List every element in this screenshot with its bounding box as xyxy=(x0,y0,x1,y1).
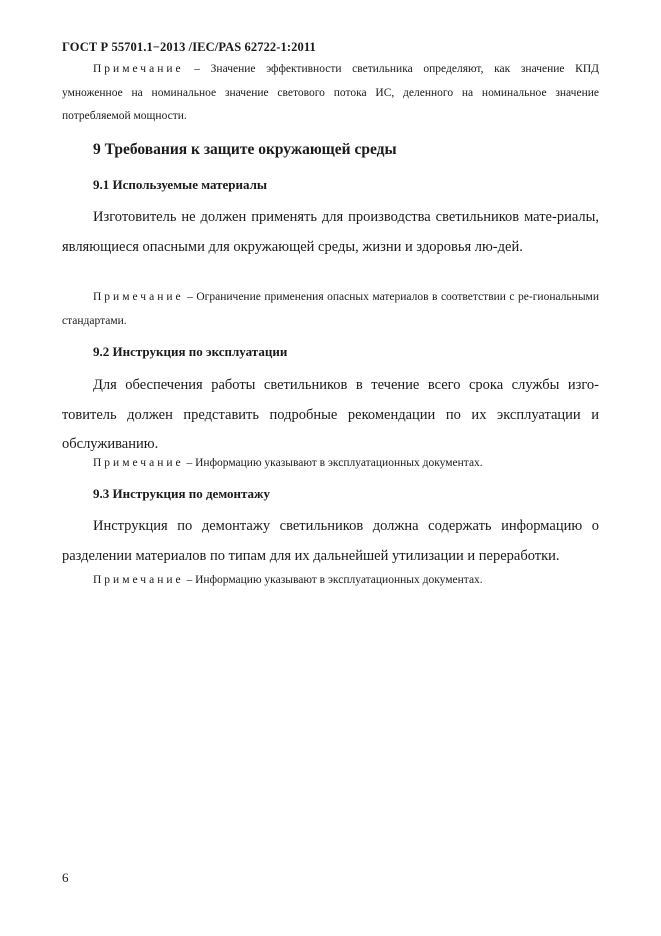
note-text: – Ограничение применения опасных материалов в соответствии с ре-гиональными стандартами. xyxy=(62,291,599,327)
note-materials xyxy=(62,286,599,333)
note-efficiency xyxy=(62,58,599,129)
subsection-title-dismantling: 9.3 Инструкция по демонтажу xyxy=(93,486,270,501)
note-label: Примечание xyxy=(93,63,184,75)
note-dismantling xyxy=(62,569,599,593)
document-header: ГОСТ Р 55701.1−2013 /IEC/PAS 62722-1:2011 xyxy=(62,40,316,54)
note-label: Примечание xyxy=(93,574,184,586)
note-operation xyxy=(62,452,599,476)
subsection-title-materials: 9.1 Используемые материалы xyxy=(93,177,268,192)
note-text: – Значение эффективности светильника определяют, как значение КПД умноженное на номинальное значение светового потока ИС, деленного на номинальное значение потребляемой мощности. xyxy=(62,63,599,122)
note-text: – Информацию указывают в эксплуатационных документах. xyxy=(183,457,483,469)
note-label: Примечание xyxy=(93,457,184,469)
note-text: – Информацию указывают в эксплуатационных документах. xyxy=(183,574,483,586)
subsection-title-operation: 9.2 Инструкция по эксплуатации xyxy=(93,344,288,359)
paragraph-operation: Для обеспечения работы светильников в течение всего срока службы изго-товитель должен представить подробные рекомендации по их эксплуатации и обслуживанию. xyxy=(62,377,599,452)
paragraph-dismantling: Инструкция по демонтажу светильников должна содержать информацию о разделении материалов по типам для их дальнейшей утилизации и переработки. xyxy=(62,518,599,564)
section-title: 9 Требования к защите окружающей среды xyxy=(93,141,397,158)
page-number: 6 xyxy=(62,870,69,885)
paragraph-materials: Изготовитель не должен применять для производства светильников мате-риалы, являющиеся опасными для окружающей среды, жизни и здоровья лю-дей. xyxy=(62,209,599,255)
note-label: Примечание xyxy=(93,291,184,303)
